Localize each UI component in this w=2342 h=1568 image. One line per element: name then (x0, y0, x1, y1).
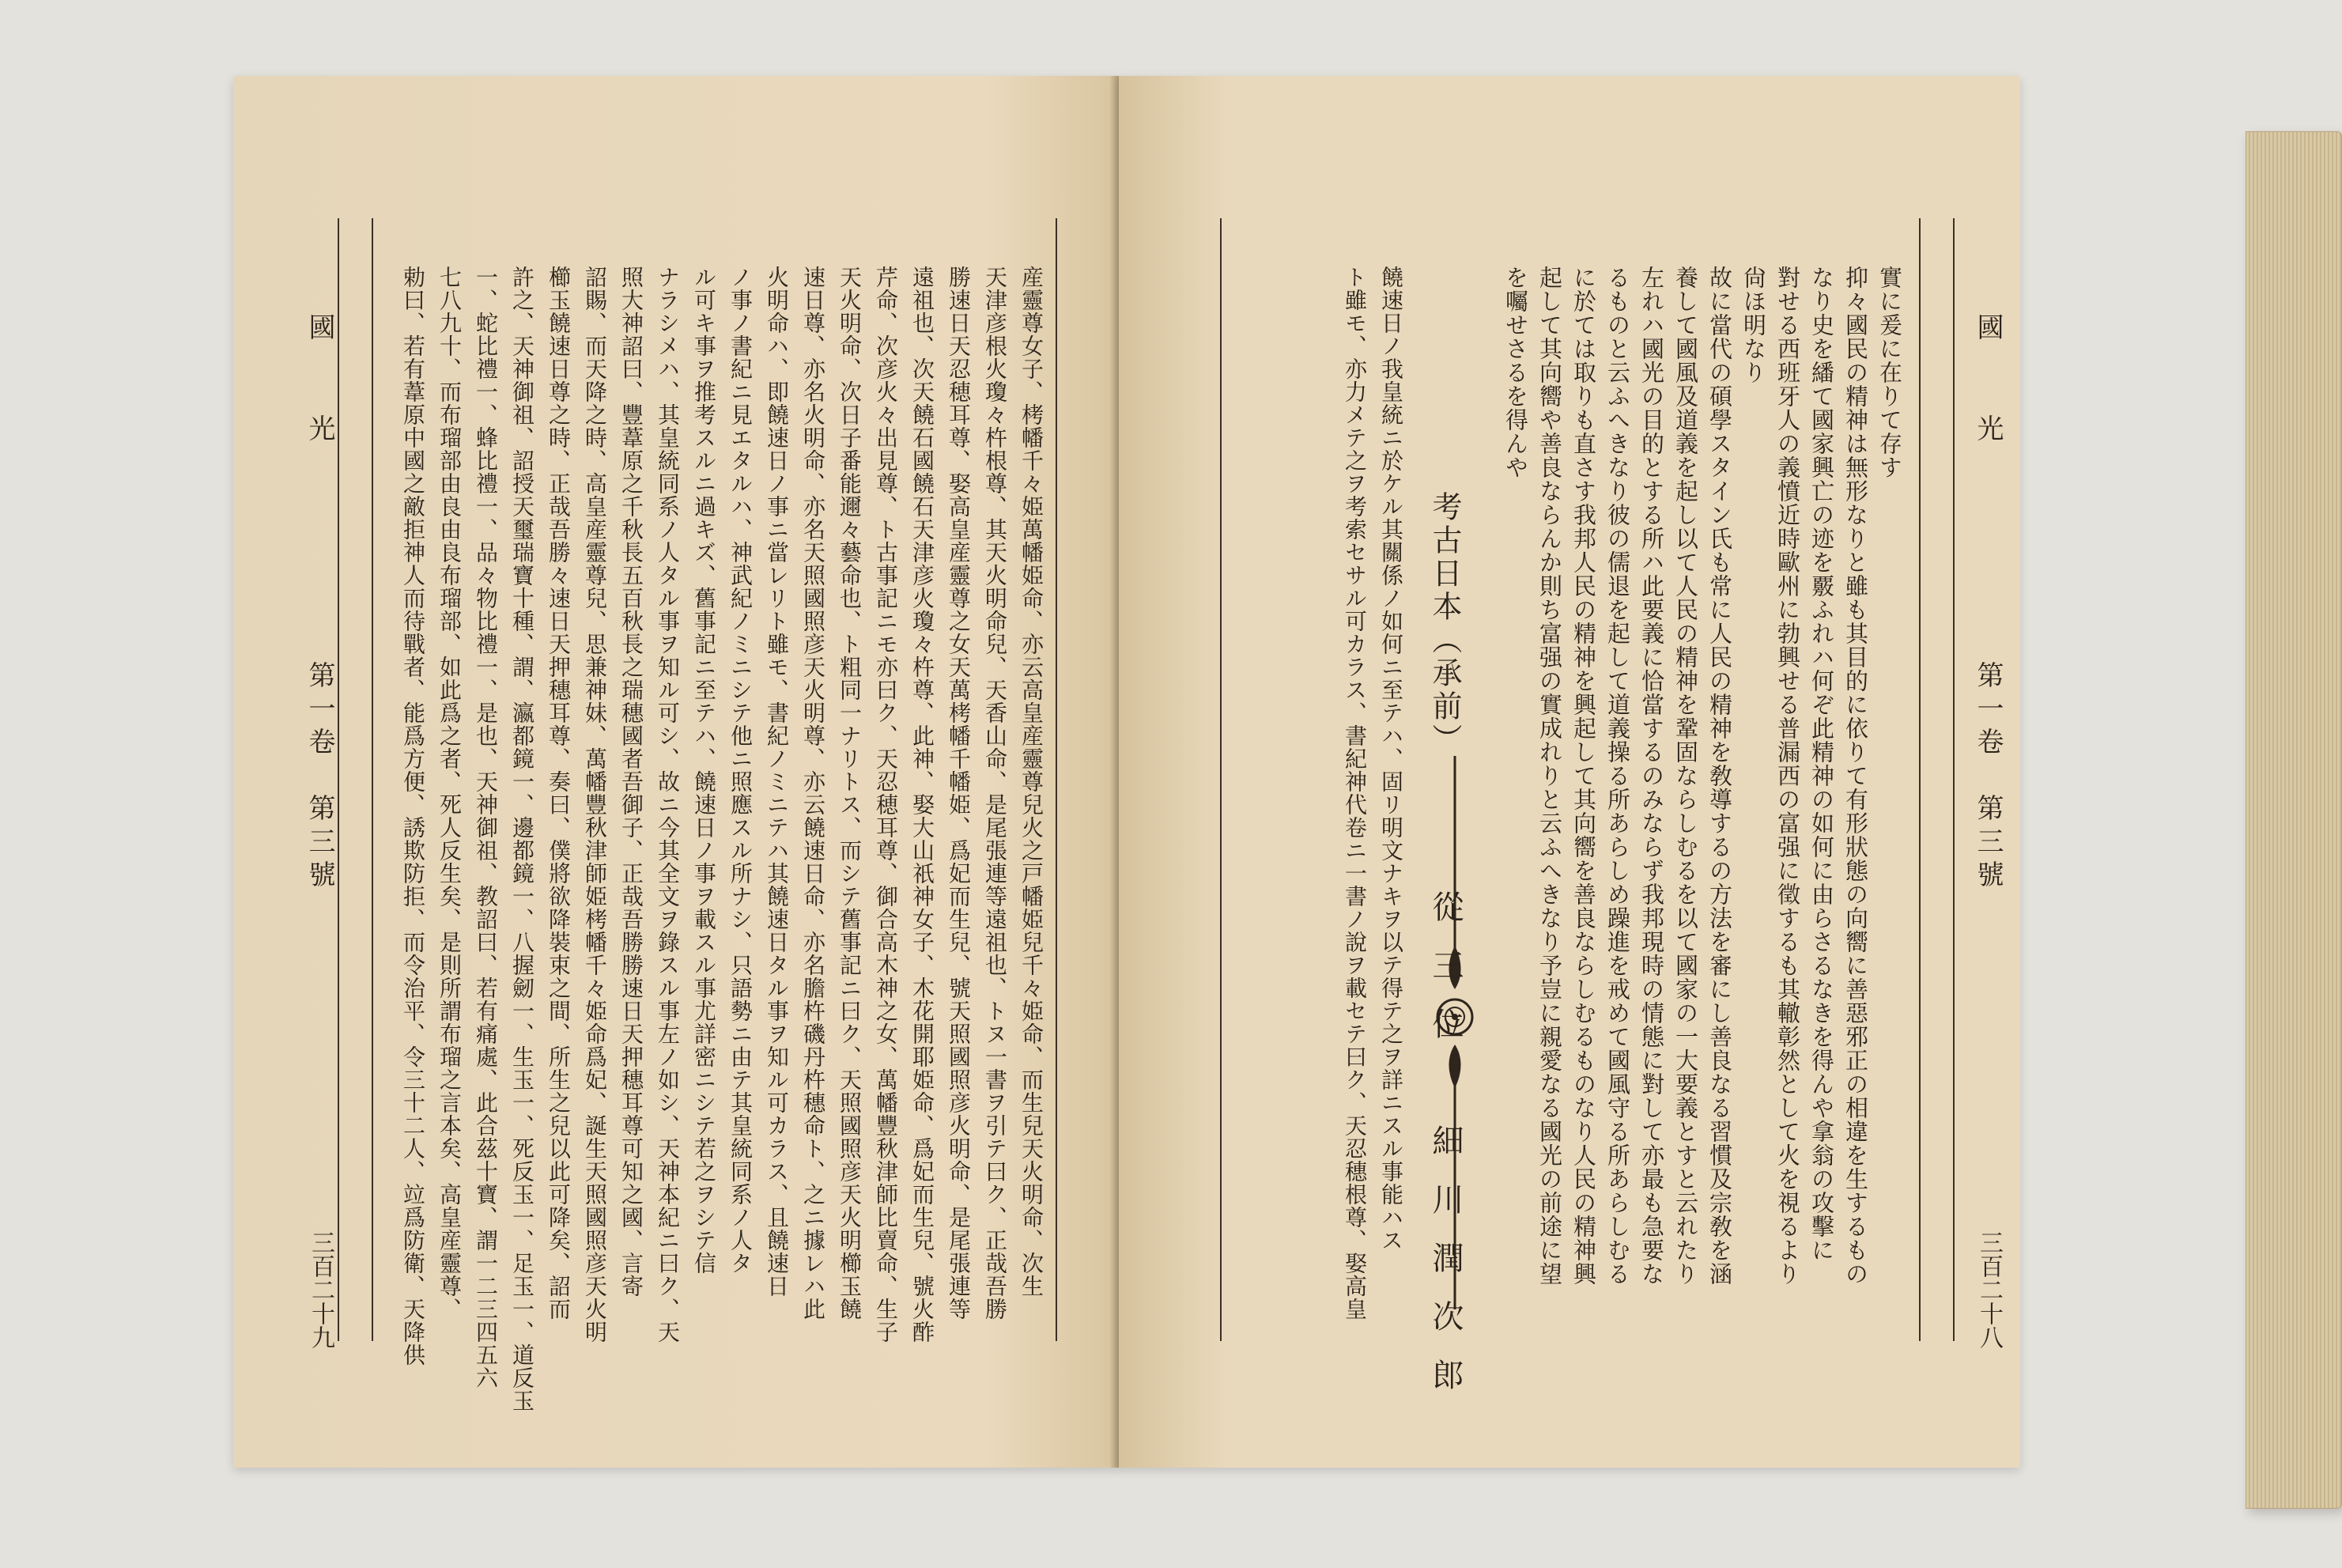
text-column: るものと云ふへきなり彼の儒退を起して道義操る所あらしめ躁進を戒めて國風守る所あらしむる (1604, 266, 1631, 1286)
text-column: 對せる西班牙人の義憤近時歐州に勃興せる普漏西の富强に徵するも其轍彰然として火を視るより (1774, 266, 1801, 1286)
left-page-border-left (372, 218, 373, 1341)
text-column: を囑せさるを得んや (1502, 266, 1529, 479)
text-column: ナラシメハ、其皇統同系ノ人タル事ヲ知ル可シ、故ニ今其全文ヲ錄スル事左ノ如シ、天神本紀ニ曰ク、天 (655, 266, 681, 1343)
text-column: ル可キ事ヲ推考スルニ過キズ、舊事記ニ至テハ、饒速日ノ事ヲ載スル事尤詳密ニシテ若之ヲシテ信 (691, 266, 717, 1275)
text-column: 實に爰に在りて存す (1876, 266, 1903, 479)
text-column: 故に當代の碩學スタイン氏も常に人民の精神を敎導するの方法を審にし善良なる習慣及宗敎を涵 (1706, 266, 1733, 1286)
left-page (233, 76, 1119, 1468)
article-title: 考古日本（承前） (1427, 491, 1462, 757)
text-column: 速日尊、亦名火明命、亦名天照國照彦天火明尊、亦云饒速日命、亦名膽杵磯丹杵穗命ト、之ニ據レハ此 (800, 266, 826, 1321)
text-column: 照大神詔曰、豐葦原之千秋長五百秋長之瑞穗國者吾御子、正哉吾勝勝速日天押穗耳尊可知之國、言寄 (618, 266, 644, 1298)
left-page-border-right (1056, 218, 1057, 1341)
page-edges (2246, 131, 2342, 1509)
text-column: なり史を繙て國家興亡の迹を覈ふれハ何ぞ此精神の如何に由らさるなきを得んや拿翁の攻擊に (1808, 266, 1835, 1262)
text-column: 天火明命、次日子番能邇々藝命也、ト粗同一ナリトス、而シテ舊事記ニ曰ク、天照國照彦天火明櫛玉饒 (837, 266, 863, 1321)
right-page-number: 三百二十八 (1975, 1230, 2003, 1349)
text-column: 櫛玉饒速日尊之時、正哉吾勝々速日天押穗耳尊、奏曰、僕將欲降裝束之間、所生之兒以此可降矣、詔而 (546, 266, 572, 1321)
right-page-border-left (1220, 218, 1222, 1341)
text-column: 詔賜、而天降之時、高皇産靈尊兒、思兼神妹、萬幡豐秋津師姫栲幡千々姫命爲妃、誕生天照國照彦天火明 (582, 266, 608, 1343)
text-column: 芹命、次彦火々出見尊、ト古事記ニモ亦曰ク、天忍穂耳尊、御合高木神之女、萬幡豐秋津師比賣命、生子 (873, 266, 899, 1343)
right-page-header-rule (1953, 218, 1955, 1341)
text-column: 左れハ國光の目的とする所ハ此要義に恰當するのみならず我邦現時の情態に對して亦最も急要な (1638, 266, 1665, 1286)
right-page-header-title: 國 光 (1972, 313, 2004, 465)
text-column: 天津彦根火瓊々杵根尊、其天火明命兒、天香山命、是尾張連等遠祖也、トヌ一書ヲ引テ曰ク、正哉吾勝 (982, 266, 1008, 1321)
right-page-border-right (1919, 218, 1921, 1341)
text-column: 火明命ハ、即饒速日ノ事ニ當レリト雖モ、書紀ノミニテハ其饒速日タル事ヲ知ル可カラス、且饒速日 (764, 266, 790, 1298)
open-book (233, 76, 2147, 1468)
text-column: 一、蛇比禮一、蜂比禮一、品々物比禮一、是也、天神御祖、教詔曰、若有痛處、此合茲十寶、謂一二三四五六 (473, 266, 499, 1389)
text-column: 七八九十、而布瑠部由良由良布瑠部、如此爲之者、死人反生矣、是則所謂布瑠之言本矣、高皇産靈尊、 (436, 266, 463, 1321)
text-column: 抑々國民の精神は無形なりと雖も其目的に依りて有形狀態の向嚮に善惡邪正の相違を生するもの (1842, 266, 1869, 1286)
right-page-volume: 第一卷 第三號 (1972, 661, 2004, 894)
left-page-header-title: 國 光 (304, 313, 335, 465)
text-column: ト雖モ、亦力メテ之ヲ考索セサル可カラス、書紀神代卷ニ一書ノ說ヲ載セテ曰ク、天忍穗根尊、娶高皇 (1342, 266, 1368, 1321)
text-column: 許之、天神御祖、詔授天璽瑞寶十種、謂、瀛都鏡一、邊都鏡一、八握劒一、生玉一、死反玉一、足玉一、道反玉 (509, 266, 535, 1412)
article-author: 從三位 細川潤次郎 (1427, 890, 1464, 1417)
left-page-number: 三百二十九 (307, 1230, 334, 1349)
right-page (1119, 76, 2020, 1468)
text-column: 饒速日ノ我皇統ニ於ケル其關係ノ如何ニ至テハ、固リ明文ナキヲ以テ得テ之ヲ詳ニスル事能ハス (1378, 266, 1404, 1252)
text-column: 起して其向嚮や善良ならんか則ち富强の實成れりと云ふへきなり予豈に親愛なる國光の前途に望 (1536, 266, 1563, 1286)
left-page-volume: 第一卷 第三號 (304, 661, 335, 894)
text-column: に於ては取りも直さす我邦人民の精神を興起して其向嚮を善良ならしむるものなり人民の精神興 (1570, 266, 1597, 1286)
text-column: 産靈尊女子、栲幡千々姫萬幡姫命、亦云高皇産靈尊兒火之戸幡姫兒千々姫命、而生兒天火明命、次生 (1018, 266, 1044, 1298)
text-column: ノ事ノ書紀ニ見エタルハ、神武紀ノミニシテ他ニ照應スル所ナシ、只語勢ニ由テ其皇統同系ノ人タ (727, 266, 754, 1275)
text-column: 遠祖也、次天饒石國饒石天津彦火瓊々杵尊、此神、娶大山祇神女子、木花開耶姫命、爲妃而生兒、號火酢 (909, 266, 935, 1343)
text-column: 勅曰、若有葦原中國之敵拒神人而待戰者、能爲方便、誘欺防拒、而令治平、令三十二人、竝爲防衛、天降供 (400, 266, 426, 1366)
text-column: 養して國風及道義を起し以て人民の精神を鞏固ならしむるを以て國家の一大要義とすと云れたり (1672, 266, 1699, 1286)
text-column: 尙ほ明なり (1740, 266, 1767, 384)
text-column: 勝速日天忍穂耳尊、娶高皇産靈尊之女天萬栲幡千幡姫、爲妃而生兒、號天照國照彦火明命、是尾張連等 (946, 266, 972, 1321)
